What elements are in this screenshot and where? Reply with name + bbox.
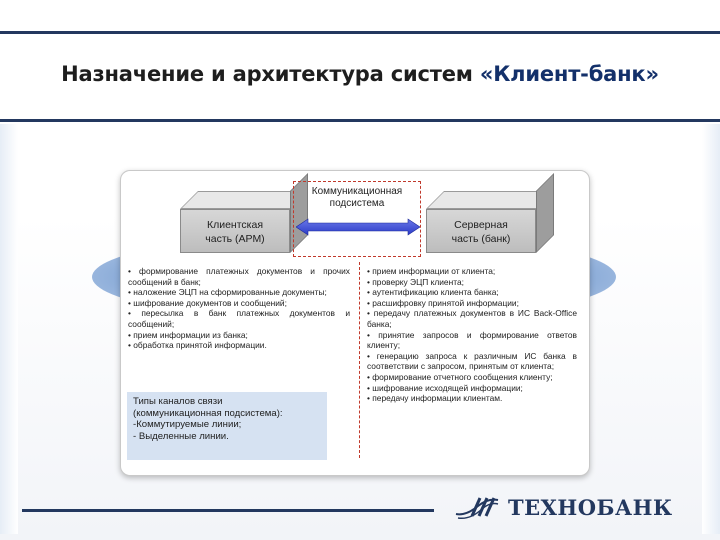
title-underline [0, 119, 720, 122]
client-box-top [180, 191, 308, 209]
column-divider [359, 262, 360, 458]
double-arrow-icon [296, 218, 420, 236]
list-item: • шифрование документов и сообщений; [128, 297, 287, 308]
footer-rule [22, 509, 434, 512]
list-item: • пересылка в банк платежных документов и сообщений; [128, 308, 350, 329]
comm-box-line-2: подсистема [329, 198, 385, 209]
right-side-panel [702, 124, 720, 534]
list-item: • генерацию запроса к различным ИС банка в соответствии с запросом, принятым от клиента; [367, 350, 577, 372]
list-item: • формирование отчетного сообщения клиенту; [367, 371, 553, 382]
channels-line: -Коммутируемые линии; [133, 419, 242, 430]
logo-text: ТЕХНОБАНК [508, 494, 673, 520]
client-functions-list [128, 266, 350, 351]
left-side-panel [0, 124, 18, 534]
title-main: Назначение и архитектура систем [61, 62, 480, 86]
list-item: • наложение ЭЦП на сформированные документы; [128, 287, 327, 298]
list-item: • проверку ЭЦП клиента; [367, 276, 464, 287]
comm-box-line-1: Коммуникационная [311, 186, 403, 197]
channels-line: - Выделенные линии. [133, 430, 229, 442]
server-functions-list [367, 266, 577, 404]
channels-line: Типы каналов связи [133, 396, 223, 407]
list-item: • передачу информации клиентам. [367, 393, 503, 404]
technobank-logo [454, 494, 673, 520]
client-box-line-2: часть (АРМ) [205, 233, 265, 245]
server-box-line-2: часть (банк) [451, 233, 511, 245]
list-item: • формирование платежных документов и прочих сообщений в банк; [128, 266, 350, 287]
title-accent: «Клиент-банк» [479, 62, 659, 86]
client-box-front [180, 209, 290, 253]
list-item: • шифрование исходящей информации; [367, 382, 523, 393]
top-rule [0, 31, 720, 34]
list-item: • прием информации из банка; [128, 329, 248, 340]
list-item: • прием информации от клиента; [367, 266, 496, 276]
list-item: • аутентификацию клиента банка; [367, 287, 499, 298]
server-box-top [426, 191, 554, 209]
client-box-line-1: Клиентская [206, 219, 264, 231]
technobank-logo-icon [454, 494, 500, 520]
server-box-line-1: Серверная [454, 219, 508, 231]
slide-title [0, 62, 720, 86]
channels-note [127, 392, 327, 460]
server-box-front [426, 209, 536, 253]
list-item: • обработка принятой информации. [128, 340, 267, 351]
list-item: • передачу платежных документов в ИС Back-Office банка; [367, 308, 577, 329]
list-item: • расшифровку принятой информации; [367, 297, 519, 308]
channels-line: (коммуникационная подсистема): [133, 407, 283, 419]
list-item: • принятие запросов и формирование ответов клиенту; [367, 329, 577, 351]
